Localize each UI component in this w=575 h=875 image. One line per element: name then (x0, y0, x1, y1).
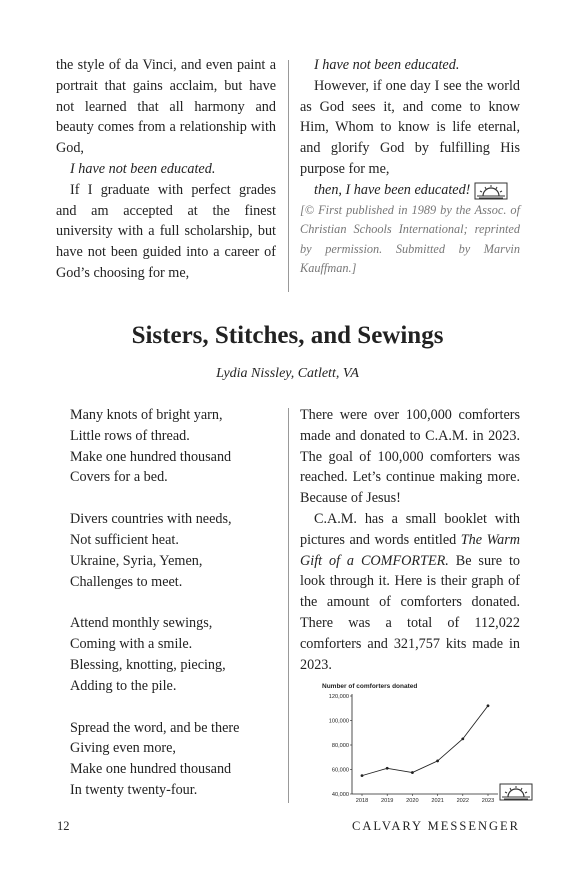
refrain-line: I have not been educated. (314, 57, 460, 73)
poem-stanza (70, 613, 280, 696)
poem-line: Not sufficient heat. (70, 531, 179, 548)
column-divider (288, 60, 289, 292)
poem-line: Make one hundred thousand (70, 448, 232, 465)
article-title: Sisters, Stitches, and Sewings (131, 322, 444, 349)
paragraph-text: C.A.M. has a small booklet with pictures and words entitled (300, 510, 520, 548)
data-point (411, 771, 414, 774)
data-point (436, 760, 439, 763)
x-tick-label: 2018 (355, 798, 369, 804)
series-line (362, 706, 488, 776)
poem-line: Spread the word, and be there (70, 719, 240, 736)
closing-text: then, I have been educated! (314, 181, 471, 198)
data-point (487, 704, 490, 707)
x-tick-label: 2022 (456, 798, 470, 804)
data-point (386, 767, 389, 770)
y-tick-label: 60,000 (331, 767, 349, 774)
data-point (361, 774, 364, 777)
poem-line: Divers countries with needs, (70, 511, 232, 528)
column-divider (288, 408, 289, 803)
paragraph (300, 509, 520, 675)
x-tick-label: 2021 (431, 798, 444, 804)
poem-line: Giving even more, (70, 740, 176, 757)
poem (70, 405, 280, 822)
chart-marks (361, 704, 490, 777)
poem-line: Many knots of bright yarn, (70, 407, 223, 423)
y-tick-label: 120,000 (328, 694, 349, 700)
poem-line: Attend monthly sewings, (70, 615, 213, 632)
poem-line: Blessing, knotting, piecing, (70, 656, 226, 673)
x-tick-label: 2019 (380, 798, 394, 804)
top-right-column (300, 55, 520, 279)
x-tick-label: 2023 (481, 798, 495, 804)
poem-line: Adding to the pile. (70, 677, 177, 694)
article-byline: Lydia Nissley, Catlett, VA (216, 366, 359, 381)
poem-stanza (70, 509, 280, 592)
poem-stanza (70, 718, 280, 801)
closing-line (300, 180, 520, 201)
chart-title: Number of comforters donated (322, 683, 418, 690)
page-number: 12 (57, 819, 70, 833)
bottom-right-column (300, 405, 520, 675)
data-point (461, 737, 464, 740)
paragraph-text: Be sure to look through it. Here is their graph of the amount of comforters donated. There was a total of 112,022 comforters and 321,757 kits made in 2023. (300, 552, 521, 673)
poem-line: Make one hundred thousand (70, 761, 232, 778)
booklet-title: The Warm Gift of a COMFORTER. (300, 531, 520, 569)
refrain-line: I have not been educated. (70, 160, 216, 177)
paragraph: There were over 100,000 comforters made and donated to C.A.M. in 2023. The goal of 100,000 comforters was reached. Let’s continue making more. Because of Jesus! (300, 407, 520, 507)
poem-line: Little rows of thread. (70, 427, 190, 444)
poem-line: Ukraine, Syria, Yemen, (70, 552, 203, 569)
top-left-column (56, 55, 276, 284)
poem-line: Coming with a smile. (70, 636, 193, 653)
comforters-line-chart (300, 680, 535, 804)
poem-line: Challenges to meet. (70, 573, 183, 590)
y-tick-label: 40,000 (331, 792, 349, 798)
credit-note: [© First published in 1989 by the Assoc. of Christian Schools International; reprinted by permission. Submitted by Marvin Kauffman.] (300, 202, 520, 276)
y-tick-label: 100,000 (328, 718, 349, 725)
poem-line: Covers for a bed. (70, 469, 168, 486)
paragraph: However, if one day I see the world as God sees it, and come to know Him, Whom to know is life eternal, and glorify God by fulfilling His purpose for me, (300, 77, 520, 177)
chart-axes (329, 694, 498, 804)
y-tick-label: 80,000 (331, 743, 349, 749)
poem-line: In twenty twenty-four. (70, 781, 198, 798)
poem-stanza (70, 405, 280, 488)
sunrise-end-mark-icon (474, 182, 508, 200)
x-tick-label: 2020 (406, 798, 419, 804)
publication-name: CALVARY MESSENGER (352, 819, 520, 833)
paragraph: If I graduate with perfect grades and am accepted at the finest university with a full scholarship, but have not been guided into a career of God’s choosing for me, (56, 181, 276, 281)
paragraph: the style of da Vinci, and even paint a portrait that gains acclaim, but have not learned that all harmony and beauty comes from a relationship with God, (56, 57, 276, 157)
sunrise-end-mark-icon (500, 784, 532, 800)
